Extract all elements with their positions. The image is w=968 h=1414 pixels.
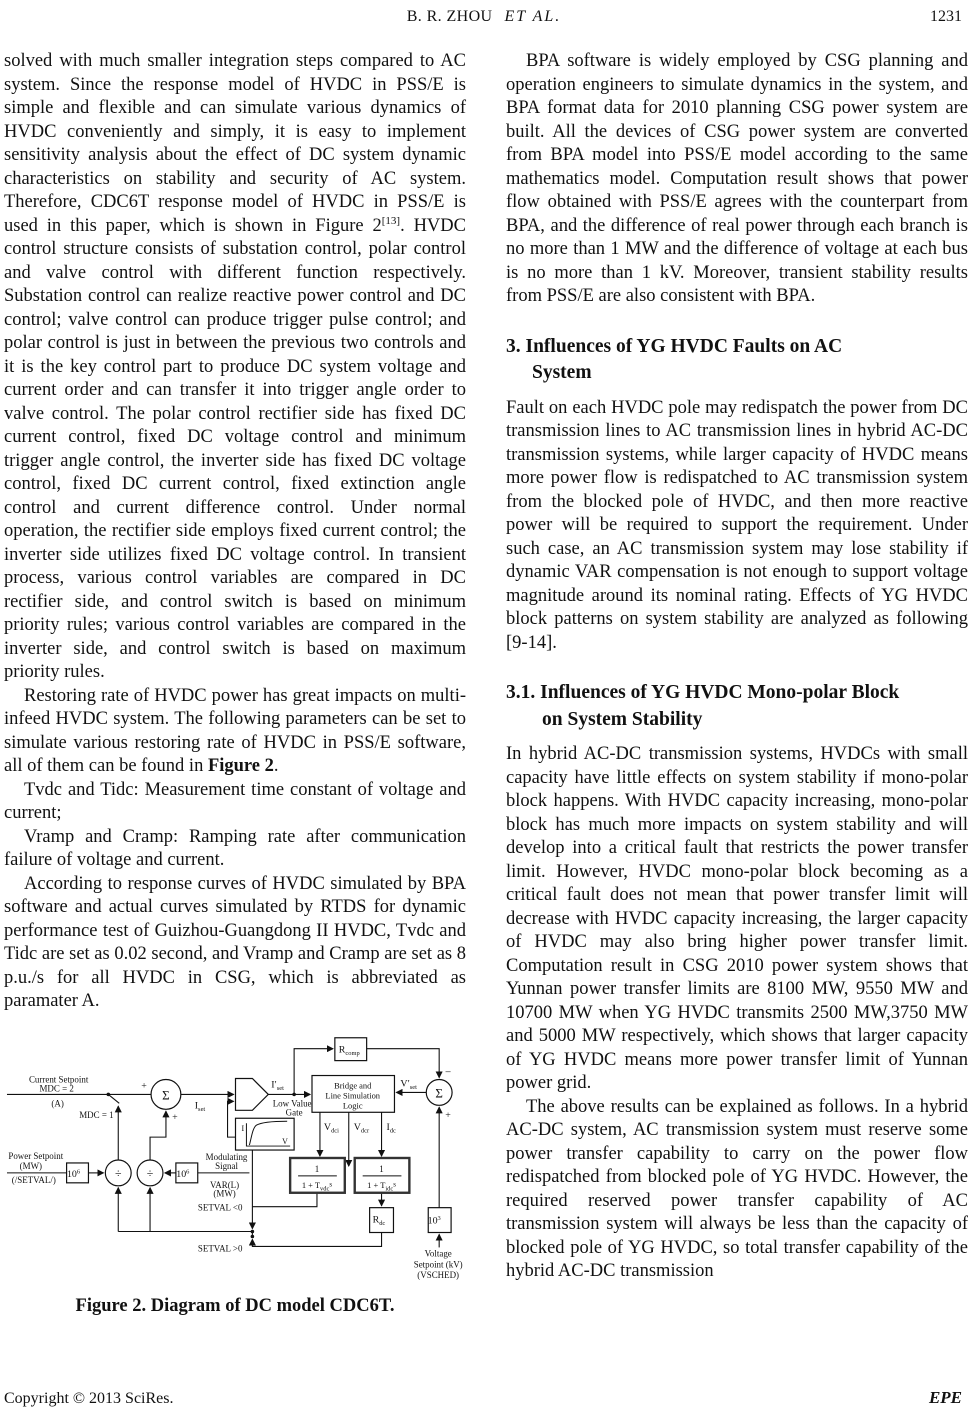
bridge-label-3: Logic [342, 1099, 363, 1110]
text-run: . [273, 756, 279, 776]
page-number: 1231 [930, 8, 962, 25]
setval-negative-label: SETVAL <0 [197, 1202, 243, 1213]
low-value-gate-label-1: Low Value [272, 1097, 312, 1108]
paragraph [4, 685, 466, 779]
rcomp-label: $R_{comp}$ [338, 1044, 360, 1057]
vdc-filter-numerator: 1 [314, 1163, 320, 1174]
heading-line: 3. Influences of YG HVDC Faults on AC [506, 335, 843, 357]
paragraph [506, 50, 968, 309]
text-run: solved with much smaller integration steps compared to AC system. Since the response model of HVDC in PSS/E is simple and flexible and can simulate various dynamics of HVDC conveniently and simply, it is easy to implement sensitivity analysis about the effect of DC system dynamic characteristics on stability and security of AC system. Therefore, CDC6T response model of HVDC in PSS/E is used in this paper, which is shown in Figure 2 [4, 51, 466, 236]
vdci-label: $V_{dci}$ [323, 1121, 339, 1135]
idc-filter-denominator: $1 + T_{idc}^s$ [367, 1179, 396, 1192]
ipset-label: $I'_{set}$ [271, 1078, 284, 1092]
plus-sign-bottom-input: + [172, 1111, 178, 1123]
text-run: BPA software is widely employed by CSG planning and operation engineers to simulate dynamics in the system, and BPA format data for 2010 planning CSG power system are built. All the devices of CSG power system are converted from BPA model into PSS/E model according to the same mathematics model. Computation result shows that power flow obtained with PSS/E agrees with the counterpart from BPA, and the difference of real power through each branch is no more than 1 MW and the difference of voltage at each bus is no more than 1 kV. Moreover, transient stability results from PSS/E are also consistent with BPA. [506, 51, 968, 306]
heading-line: 3.1. Influences of YG HVDC Mono-polar Block [506, 682, 900, 703]
paragraph [506, 397, 968, 656]
e3-gain-label: $10^3$ [427, 1214, 441, 1227]
paragraph [4, 50, 466, 685]
plus-sign-left-input: + [141, 1079, 147, 1091]
mdc1-label: MDC = 1 [79, 1109, 114, 1120]
header-authors: B. R. ZHOU [406, 8, 493, 25]
left-column-text [4, 50, 466, 1014]
bridge-label-1: Bridge and [334, 1079, 372, 1090]
power-setpoint-label: Power Setpoint [8, 1150, 64, 1161]
iv-axis-v-label: V [282, 1136, 288, 1146]
low-value-gate-shape [235, 1078, 268, 1110]
current-setpoint-label: Current Setpoint [28, 1073, 89, 1084]
modulating-label-1: Modulating [205, 1151, 248, 1162]
figure-2 [4, 1030, 466, 1317]
paragraph [506, 1096, 968, 1284]
current-setpoint-mdc2-label: MDC = 2 [39, 1082, 74, 1093]
text-run: Restoring rate of HVDC power has great impacts on multi-infeed HVDC system. The following parameters can be set to simulate various restoring rate of HVDC in PSS/E software, all of them can be found in [4, 685, 466, 776]
e6-gain-label-power: $10^6$ [66, 1167, 81, 1180]
power-setpoint-unit-label: (MW) [19, 1160, 42, 1171]
power-setpoint-setval-label: (/SETVAL/) [11, 1174, 56, 1185]
text-run: Tvdc and Tidc: Measurement time constant of voltage and current; [4, 779, 466, 823]
cdc6t-block-diagram [4, 1030, 466, 1282]
voltage-setpoint-label-3: (VSCHED) [417, 1269, 460, 1280]
text-run: Fault on each HVDC pole may redispatch the power from DC transmission lines to AC transmission lines in hybrid AC-DC transmission systems, while larger capacity of HVDC means more power flow is redispatched to AC transmission system from the blocked pole of HVDC, and then more reactive power will be required to support the requirement. Under such case, an AC transmission system may lose stability if dynamic VAR compensation is not enough to support voltage magnitude around its nominal rating. Effects of YG HVDC block patterns on system stability are analyzed as following [9-14]. [506, 397, 968, 653]
text-run: According to response curves of HVDC simulated by BPA software and actual curves simulated by RTDS for dynamic performance test of Guizhou-Guangdong II HVDC, Tvdc and Tidc are set as 0.02 second, and Vramp and Cramp are set as 8 p.u./s for all HVDC in CSG, which is abbreviated as paramater A. [4, 873, 466, 1011]
modulating-label-3: VAR(L) [209, 1179, 240, 1190]
body-columns [4, 50, 968, 1317]
right-column [506, 50, 968, 1317]
text-run: The above results can be explained as follows. In a hybrid AC-DC system, AC transmission system must reserve some power transfer capability to carry on the power flow redispatched from blocked pole of YG HVDC. However, the required reserved power transfer capability of AC transmission system will always be less than the capacity of blocked pole of YG HVDC, so total transfer capability of the hybrid AC-DC transmission [506, 1096, 968, 1281]
copyright-notice: Copyright © 2013 SciRes. [4, 1390, 174, 1407]
paragraph [506, 743, 968, 1096]
current-setpoint-unit-label: (A) [51, 1097, 64, 1108]
divider-symbol-modulating: ÷ [146, 1165, 154, 1180]
divider-symbol-power: ÷ [114, 1165, 122, 1180]
low-value-gate-label-2: Gate [285, 1106, 303, 1117]
voltage-setpoint-label-1: Voltage [424, 1247, 452, 1258]
right-column-text [506, 50, 968, 1284]
sigma-right-symbol: Σ [435, 1084, 443, 1100]
modulating-label-4: (MW) [213, 1188, 236, 1199]
minus-sign: − [445, 1066, 452, 1079]
paragraph [4, 779, 466, 826]
left-column [4, 50, 466, 1317]
idc-filter-numerator: 1 [379, 1163, 384, 1174]
text-run: Figure 2 [207, 756, 274, 776]
section-heading [506, 334, 968, 387]
plus-sign-right-sum: + [445, 1109, 451, 1121]
text-run: In hybrid AC-DC transmission systems, HVDCs with small capacity have little effects on system stability if mono-polar block happens. With HVDC capacity increasing, mono-polar block has much more impacts on system stability and will develop into a critical fault that restricts the power transfer limit. However, HVDC mono-polar block becoming as a critical fault does not mean that power transfer limit will decrease with HVDC capacity increasing, the larger capacity of HVDC may also bring higher power transfer limit. Computation result in CSG 2010 power system shows that Yunnan power transfer limits are 8100 MW, 9550 MW and 10700 MW when YG HVDC transmits 2500 MW,3750 MW and 5000 MW respectively, which shows that larger capacity of YG HVDC means more power transfer limit of Yunnan power grid. [506, 744, 968, 1093]
text-run: . HVDC control structure consists of substation control, polar control and valve control with different function respectively. Substation control can realize reactive power control and DC control; valve control can produce trigger pulse control; and polar control is just in between the previous two controls and it is the key control part to produce DC system voltage and current order and can transfer it into trigger angle order to valve control. The polar control rectifier side has fixed DC current control, fixed DC voltage control and minimum trigger angle control, the inverter side has fixed DC voltage control, fixed DC current control, fixed extinction angle control and current difference control. Under normal operation, the rectifier side employs fixed current control; the inverter side utilizes fixed DC voltage control. In transient process, various control variables are compared in DC rectifier side, and control switch is based on minimum priority rules; various control variables are compared in the inverter side, and control switch is based on maximum priority rules. [4, 215, 466, 682]
iv-axis-i-label: I [241, 1123, 245, 1133]
heading-line: System [532, 362, 592, 383]
text-run: Vramp and Cramp: Ramping rate after communication failure of voltage and current. [4, 826, 466, 870]
switch-blade [108, 1094, 119, 1103]
section-heading [506, 680, 968, 733]
paragraph [4, 873, 466, 1014]
e6-gain-label-modulating: $10^6$ [176, 1167, 190, 1180]
bridge-label-2: Line Simulation [325, 1089, 381, 1100]
vdcr-label: $V_{dcr}$ [353, 1121, 370, 1135]
header-etal: ET AL. [504, 8, 562, 25]
voltage-setpoint-label-2: Setpoint (kV) [413, 1258, 463, 1269]
idc-label: $I_{dc}$ [386, 1121, 396, 1135]
vpset-label: $V'_{set}$ [400, 1077, 417, 1091]
paragraph [4, 826, 466, 873]
journal-abbreviation: EPE [928, 1388, 962, 1407]
iset-label: $I_{set}$ [194, 1099, 206, 1113]
heading-line: on System Stability [542, 708, 703, 730]
figure-caption: Figure 2. Diagram of DC model CDC6T. [75, 1295, 395, 1316]
junction-dots [107, 1092, 296, 1238]
rdc-label: $R_{dc}$ [372, 1214, 386, 1227]
vdc-filter-denominator: $1 + T_{vdc}^s$ [301, 1179, 333, 1192]
running-header [0, 8, 968, 26]
setval-positive-label: SETVAL >0 [197, 1242, 243, 1253]
citation-superscript: [13] [381, 214, 401, 227]
sigma-left-symbol: Σ [162, 1086, 170, 1102]
modulating-label-2: Signal [215, 1160, 238, 1171]
